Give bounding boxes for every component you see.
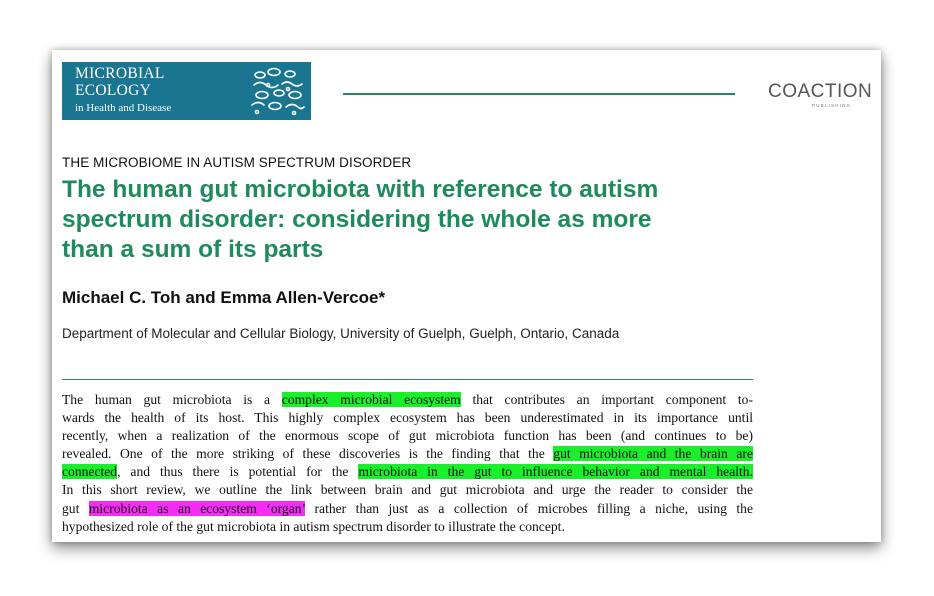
abstract-line [62, 463, 753, 481]
abstract-rule [62, 379, 753, 380]
highlight-green: microbiota in the gut to influence behavior and mental health. [358, 464, 753, 480]
abstract-text: that contributes an important component to- [460, 392, 753, 407]
article-title [62, 175, 762, 265]
abstract-line: wards the health of its host. This highly complex ecosystem has been underestimated in its importance until [62, 410, 753, 426]
publisher-logo: COACTION [768, 81, 873, 102]
header-rule [343, 93, 735, 95]
journal-name-line1: MICROBIAL [75, 65, 165, 82]
journal-name-line3: in Health and Disease [75, 102, 172, 114]
highlight-green: complex microbial ecosystem [281, 392, 461, 407]
abstract-text: The human gut microbiota is a [62, 392, 282, 407]
affiliation: Department of Molecular and Cellular Biology, University of Guelph, Guelph, Ontario, Canada [62, 326, 620, 341]
publisher-tagline: PUBLISHING [812, 103, 852, 108]
microbe-cluster-icon [248, 65, 306, 117]
journal-banner [62, 62, 311, 120]
abstract [62, 391, 753, 536]
abstract-line: hypothesized role of the gut microbiota in autism spectrum disorder to illustrate the concept. [62, 518, 565, 534]
highlight-green: gut microbiota and the brain are [553, 446, 753, 462]
abstract-line [62, 391, 753, 409]
title-line: than a sum of its parts [62, 236, 324, 263]
abstract-text: rather than just as a collection of microbes filling a niche, using the [305, 500, 753, 516]
abstract-text: gut [62, 500, 89, 516]
abstract-text: , and thus there is potential for the [117, 464, 359, 480]
paper-page [52, 50, 881, 542]
highlight-green: connected [62, 464, 118, 480]
abstract-line [62, 445, 753, 463]
abstract-line [62, 500, 753, 518]
authors: Michael C. Toh and Emma Allen-Vercoe* [62, 288, 386, 307]
journal-name-line2: ECOLOGY [75, 82, 152, 99]
abstract-line: recently, when a realization of the enormous scope of gut microbiota function has been (and continues to be) [62, 428, 753, 444]
section-label: THE MICROBIOME IN AUTISM SPECTRUM DISORDER [62, 155, 412, 170]
title-line: The human gut microbiota with reference to autism [62, 176, 659, 203]
abstract-text: revealed. One of the more striking of these discoveries is the finding that the [62, 446, 554, 462]
abstract-line: In this short review, we outline the link between brain and gut microbiota and urge the reader to consider the [62, 482, 753, 498]
highlight-magenta: microbiota as an ecosystem ‘organ’ [88, 500, 306, 516]
title-line: spectrum disorder: considering the whole as more [62, 206, 652, 233]
